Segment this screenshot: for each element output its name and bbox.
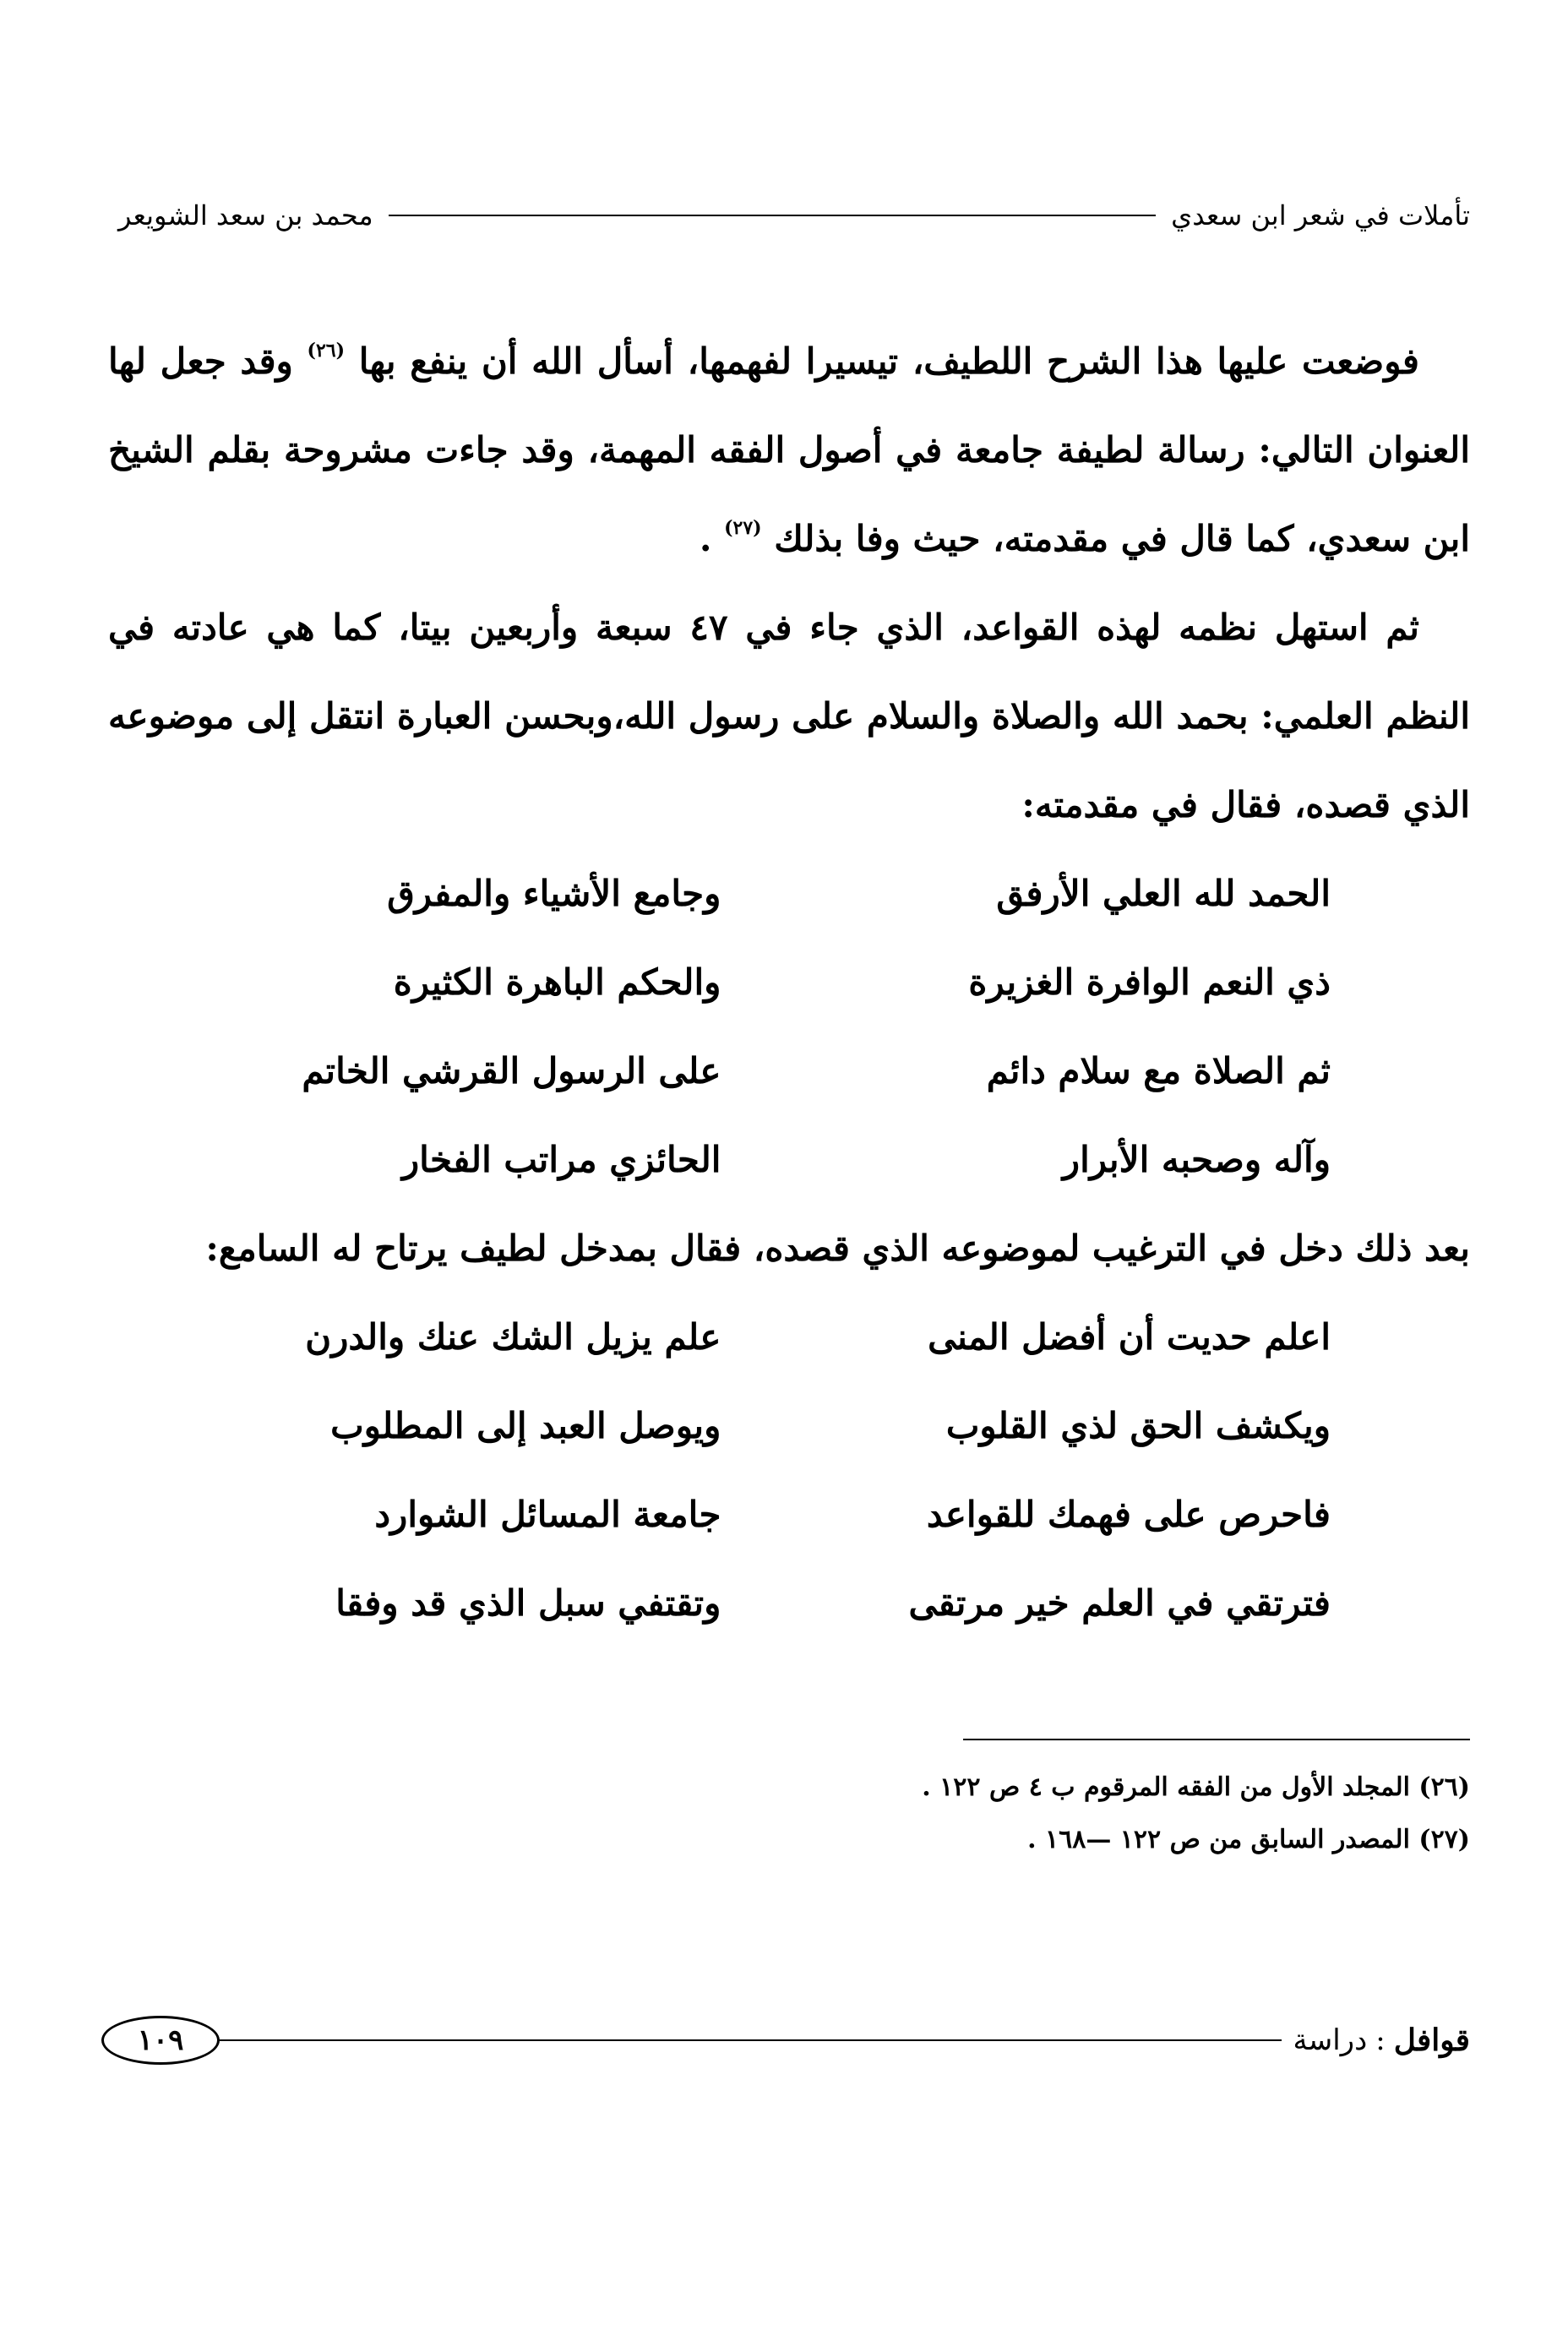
verse xyxy=(108,938,1470,1026)
verse-first-hemistich: الحمد لله العلي الأرفق xyxy=(996,873,1331,914)
footnote-separator xyxy=(963,1739,1470,1740)
paragraph-1 xyxy=(108,317,1470,583)
verse xyxy=(108,1293,1470,1381)
verse-second-hemistich: جامعة المسائل الشوارد xyxy=(374,1494,721,1535)
footer-rule xyxy=(220,2039,1282,2041)
verse-first-hemistich: فاحرص على فهمك للقواعد xyxy=(926,1494,1331,1535)
page-footer xyxy=(101,2011,1470,2070)
verse-second-hemistich: وجامع الأشياء والمفرق xyxy=(387,873,721,914)
footer-brand: قوافل xyxy=(1393,2023,1470,2058)
verse-first-hemistich: ذي النعم الوافرة الغزيرة xyxy=(968,961,1331,1003)
verse xyxy=(108,1559,1470,1647)
header-rule xyxy=(389,215,1157,216)
verse-second-hemistich: الحائزي مراتب الفخار xyxy=(401,1139,721,1180)
verse-second-hemistich: وتقتفي سبل الذي قد وفقا xyxy=(335,1582,721,1624)
verse xyxy=(108,1115,1470,1204)
header-author: محمد بن سعد الشويعر xyxy=(118,199,373,231)
verse-second-hemistich: ويوصل العبد إلى المطلوب xyxy=(330,1405,721,1446)
paragraph-1-part-a: فوضعت عليها هذا الشرح اللطيف، تيسيرا لفهمها، أسأل الله أن ينفع بها xyxy=(358,340,1419,382)
verse xyxy=(108,849,1470,938)
page-number-badge: ١٠٩ xyxy=(101,2016,220,2065)
verse xyxy=(108,1470,1470,1559)
paragraph-1-part-b: وقد جعل لها العنوان التالي: رسالة لطيفة جامعة في أصول الفقه المهمة، وقد جاءت مشروحة بقلم الشيخ ابن سعدي، كما قال في مقدمته، حيث وفا بذلك xyxy=(108,340,1470,559)
footnotes xyxy=(118,1761,1470,1866)
verse-second-hemistich: والحكم الباهرة الكثيرة xyxy=(393,961,721,1003)
footer-separator: : xyxy=(1375,2023,1386,2057)
verse-second-hemistich: علم يزيل الشك عنك والدرن xyxy=(305,1316,721,1358)
running-header xyxy=(118,190,1470,241)
poem-intro xyxy=(108,849,1470,1204)
paragraph-3: بعد ذلك دخل في الترغيب لموضوعه الذي قصده، فقال بمدخل لطيف يرتاح له السامع: xyxy=(205,1228,1470,1269)
header-book-title: تأملات في شعر ابن سعدي xyxy=(1171,199,1470,231)
verse-first-hemistich: فترتقي في العلم خير مرتقى xyxy=(908,1582,1331,1624)
footnote-27: (٢٧) المصدر السابق من ص ١٢٢ —١٦٨ . xyxy=(1027,1825,1470,1854)
footnote-ref-27: (٢٧) xyxy=(724,517,762,539)
footer-section: دراسة xyxy=(1293,2023,1368,2057)
paragraph-2: ثم استهل نظمه لهذه القواعد، الذي جاء في ٤٧ سبعة وأربعين بيتا، كما هي عادته في النظم العلمي: بحمد الله والصلاة والسلام على رسول الله،وبحسن العبارة انتقل إلى موضوعه الذي قصده، فقال في مقدمته: xyxy=(108,607,1471,825)
verse-first-hemistich: ثم الصلاة مع سلام دائم xyxy=(986,1050,1331,1092)
verse-second-hemistich: على الرسول القرشي الخاتم xyxy=(302,1050,721,1092)
verse xyxy=(108,1026,1470,1115)
poem-motivation xyxy=(108,1293,1470,1647)
footnote-26: (٢٦) المجلد الأول من الفقه المرقوم ب ٤ ص ١٢٢ . xyxy=(922,1772,1470,1802)
body-text xyxy=(108,317,1470,1647)
footnote-ref-26: (٢٦) xyxy=(307,340,346,362)
verse-first-hemistich: اعلم حديت أن أفضل المنى xyxy=(928,1316,1331,1358)
verse-first-hemistich: ويكشف الحق لذي القلوب xyxy=(945,1405,1331,1446)
paragraph-1-part-c: . xyxy=(699,518,712,559)
verse-first-hemistich: وآله وصحبه الأبرار xyxy=(1062,1139,1331,1180)
verse xyxy=(108,1381,1470,1470)
